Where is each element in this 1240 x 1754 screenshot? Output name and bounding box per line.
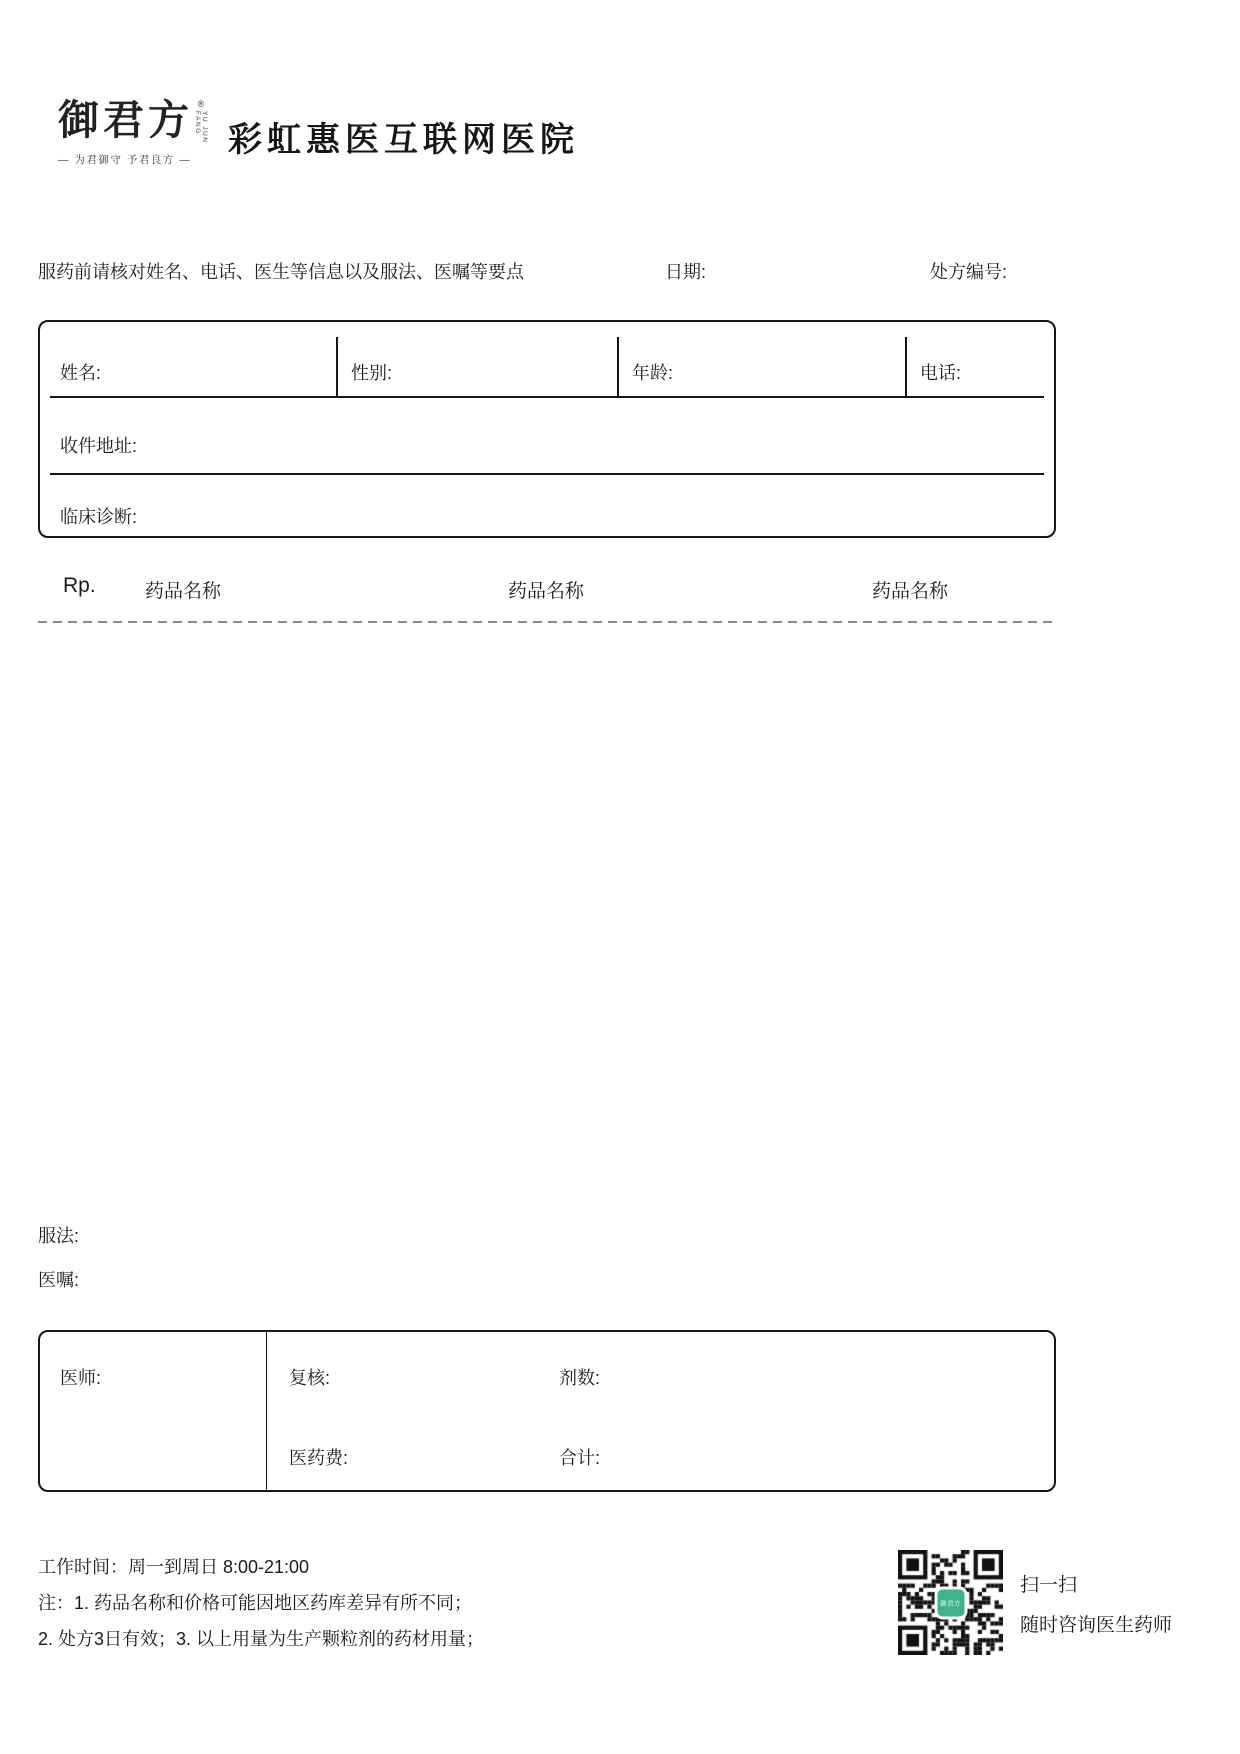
working-hours-text: 工作时间：周一到周日 8:00-21:00: [38, 1557, 310, 1577]
patient-name-field: 姓名:: [60, 363, 102, 383]
review-field: 复核:: [289, 1368, 331, 1388]
brand-logo-text: 御君方: [58, 96, 193, 144]
patient-info-box: [38, 320, 1056, 538]
rp-label: Rp.: [63, 574, 96, 597]
scan-me-label: 扫一扫: [1020, 1575, 1078, 1596]
drug-name-column-header-1: 药品名称: [145, 581, 222, 602]
drug-name-column-header-2: 药品名称: [508, 581, 585, 602]
usage-label: 服法:: [38, 1226, 80, 1246]
brand-tagline: — 为君御守 予君良方 —: [58, 154, 192, 166]
wechat-qr-code: [898, 1550, 1003, 1655]
patient-gender-field: 性别:: [336, 322, 617, 396]
signoff-right-panel: [267, 1332, 1054, 1490]
doctor-signature-field: 医师:: [40, 1332, 267, 1490]
qr-center-brand-logo: 御君方: [937, 1589, 964, 1616]
registered-trademark-icon: ®: [197, 99, 205, 109]
drug-list-dashed-separator: [38, 621, 1056, 623]
check-reminder-text: 服药前请核对姓名、电话、医生等信息以及服法、医嘱等要点: [38, 262, 524, 282]
patient-diagnosis-field: 临床诊断:: [60, 507, 138, 527]
hospital-title: 彩虹惠医互联网医院: [228, 121, 579, 159]
scan-subtitle-label: 随时咨询医生药师: [1020, 1615, 1173, 1636]
brand-pinyin-vertical: YU JUN FANG: [194, 111, 208, 144]
dose-count-field: 剂数:: [559, 1368, 601, 1388]
patient-phone-field: 电话:: [905, 322, 1054, 396]
medicine-fee-field: 医药费:: [289, 1448, 349, 1468]
footer-note-line2: 2. 处方3日有效；3. 以上用量为生产颗粒剂的药材用量；: [38, 1629, 485, 1649]
patient-address-field: 收件地址:: [60, 436, 138, 456]
footer-note-line1: 注：1. 药品名称和价格可能因地区药库差异有所不同；: [38, 1593, 473, 1613]
date-label: 日期:: [665, 262, 707, 282]
brand-logo-block: [58, 98, 208, 167]
signoff-box: [38, 1330, 1056, 1492]
rx-number-label: 处方编号:: [930, 262, 1008, 282]
total-field: 合计:: [559, 1448, 601, 1468]
drug-name-column-header-3: 药品名称: [872, 581, 949, 602]
patient-age-field: 年龄:: [617, 322, 905, 396]
doctor-advice-label: 医嘱:: [38, 1270, 80, 1290]
patient-row-basic: [40, 322, 1054, 396]
